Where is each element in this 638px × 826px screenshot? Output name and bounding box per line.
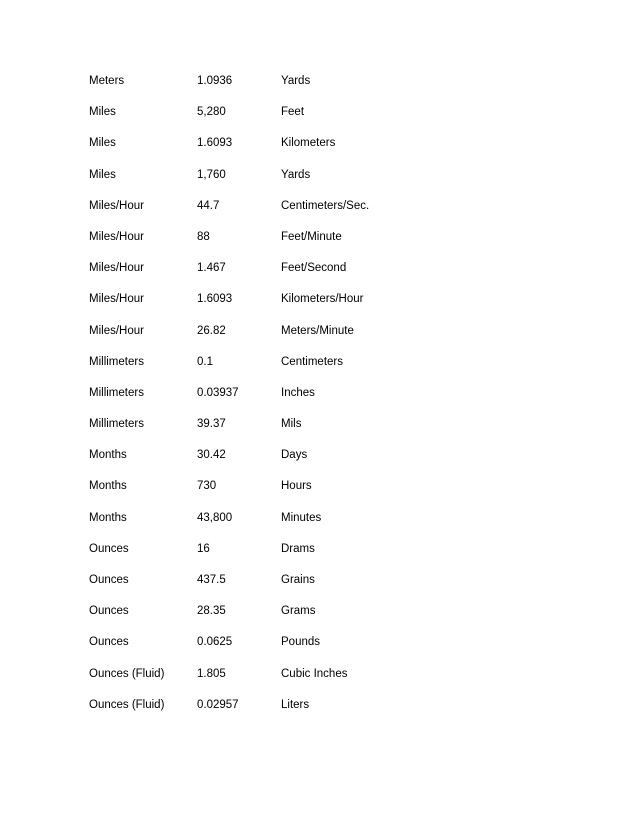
table-row [89, 196, 419, 227]
conversion-factor-cell: 0.02957 [197, 698, 239, 711]
table-row [89, 508, 419, 539]
to-unit-cell: Yards [281, 168, 311, 181]
conversion-factor-cell: 730 [197, 480, 217, 493]
to-unit-cell: Drams [281, 542, 315, 555]
conversion-factor-cell: 437.5 [197, 574, 226, 586]
table-row [89, 414, 419, 445]
to-unit-cell: Inches [281, 386, 315, 399]
conversion-factor-cell: 30.42 [197, 449, 226, 462]
table-row [89, 71, 419, 102]
to-unit-cell: Days [281, 449, 308, 462]
conversion-factor-cell: 88 [197, 230, 210, 243]
from-unit-cell: Ounces [89, 605, 129, 618]
conversion-factor-cell: 0.1 [197, 355, 213, 368]
table-row [89, 539, 419, 570]
table-row [89, 165, 419, 196]
table-row [89, 476, 419, 507]
table-row [89, 383, 419, 414]
table-row [89, 664, 419, 695]
to-unit-cell: Feet/Second [281, 262, 347, 275]
from-unit-cell: Months [89, 480, 127, 493]
conversion-factor-cell: 5,280 [197, 106, 226, 119]
from-unit-cell: Months [89, 511, 127, 524]
conversion-factor-cell: 1.6093 [197, 293, 233, 306]
conversion-factor-cell: 1.467 [197, 262, 226, 275]
to-unit-cell: Liters [281, 698, 310, 711]
to-unit-cell: Kilometers [281, 137, 336, 150]
table-row [89, 352, 419, 383]
conversion-factor-cell: 43,800 [197, 511, 233, 524]
table-row [89, 695, 419, 726]
to-unit-cell: Cubic Inches [281, 667, 348, 680]
to-unit-cell: Grains [281, 574, 315, 586]
conversion-factor-cell: 26.82 [197, 324, 226, 337]
from-unit-cell: Miles [89, 137, 116, 150]
to-unit-cell: Kilometers/Hour [281, 293, 364, 306]
from-unit-cell: Miles/Hour [89, 293, 144, 306]
table-row [89, 227, 419, 258]
table-row [89, 632, 419, 663]
conversion-factor-cell: 39.37 [197, 418, 226, 431]
from-unit-cell: Ounces (Fluid) [89, 667, 165, 680]
from-unit-cell: Months [89, 449, 127, 462]
to-unit-cell: Mils [281, 418, 302, 431]
table-row [89, 133, 419, 164]
from-unit-cell: Ounces [89, 542, 129, 555]
to-unit-cell: Grams [281, 605, 316, 618]
from-unit-cell: Miles [89, 168, 116, 181]
from-unit-cell: Miles/Hour [89, 199, 144, 212]
to-unit-cell: Feet [281, 106, 305, 119]
to-unit-cell: Centimeters [281, 355, 343, 368]
table-row [89, 102, 419, 133]
table-row [89, 258, 419, 289]
table-row [89, 445, 419, 476]
conversion-factor-cell: 1.0936 [197, 75, 233, 87]
conversion-factor-cell: 28.35 [197, 605, 226, 618]
table-row [89, 289, 419, 320]
to-unit-cell: Pounds [281, 636, 321, 649]
from-unit-cell: Meters [89, 75, 125, 87]
from-unit-cell: Miles [89, 106, 116, 119]
conversion-factor-cell: 44.7 [197, 199, 220, 212]
conversion-factor-cell: 1,760 [197, 168, 226, 181]
from-unit-cell: Ounces [89, 574, 129, 586]
conversion-factor-cell: 16 [197, 542, 210, 555]
from-unit-cell: Miles/Hour [89, 230, 144, 243]
conversion-table [89, 71, 419, 726]
conversion-factor-cell: 0.03937 [197, 386, 239, 399]
conversion-factor-cell: 1.6093 [197, 137, 233, 150]
table-row [89, 570, 419, 601]
from-unit-cell: Ounces (Fluid) [89, 698, 165, 711]
to-unit-cell: Meters/Minute [281, 324, 354, 337]
table-row [89, 321, 419, 352]
from-unit-cell: Miles/Hour [89, 262, 144, 275]
to-unit-cell: Hours [281, 480, 312, 493]
to-unit-cell: Feet/Minute [281, 230, 342, 243]
conversion-factor-cell: 0.0625 [197, 636, 233, 649]
from-unit-cell: Miles/Hour [89, 324, 144, 337]
to-unit-cell: Minutes [281, 511, 322, 524]
from-unit-cell: Millimeters [89, 386, 144, 399]
from-unit-cell: Millimeters [89, 355, 144, 368]
from-unit-cell: Ounces [89, 636, 129, 649]
to-unit-cell: Yards [281, 75, 311, 87]
table-row [89, 601, 419, 632]
conversion-factor-cell: 1.805 [197, 667, 226, 680]
to-unit-cell: Centimeters/Sec. [281, 199, 370, 212]
from-unit-cell: Millimeters [89, 418, 144, 431]
